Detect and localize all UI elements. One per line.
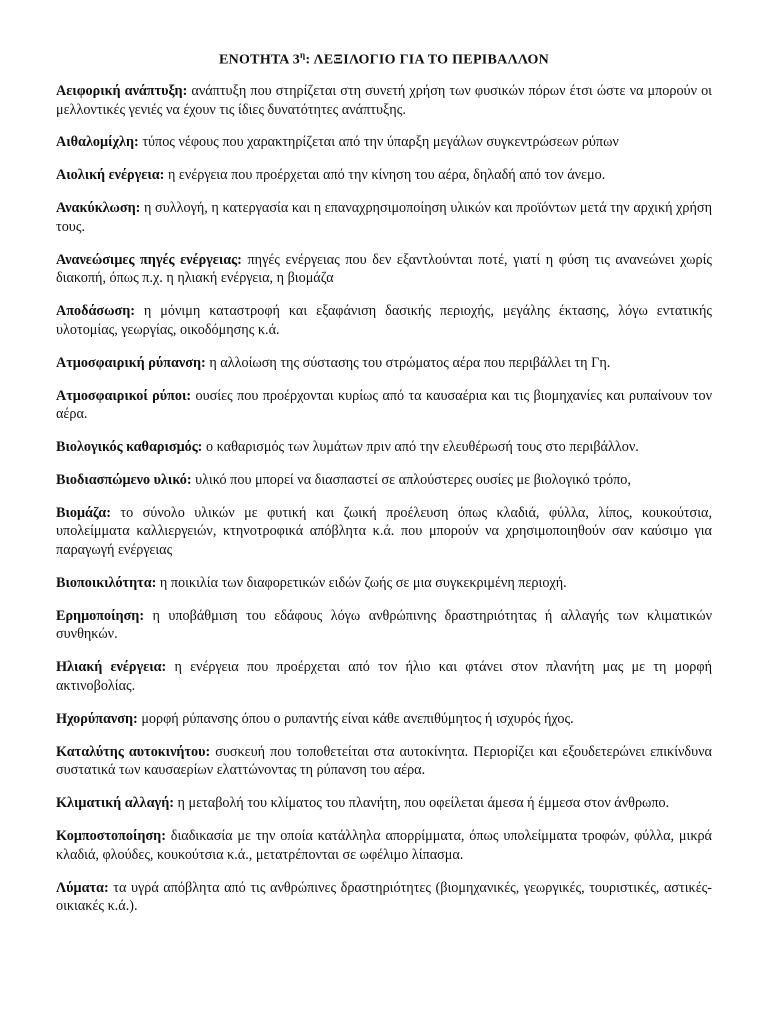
glossary-entry — [56, 251, 712, 288]
glossary-term: Ηχορύπανση: — [56, 710, 138, 727]
glossary-entry — [56, 302, 712, 339]
glossary-entry — [56, 794, 712, 813]
glossary-definition: η ενέργεια που προέρχεται από τον ήλιο και φτάνει στον πλανήτη μας με τη μορφή ακτινοβολίας. — [56, 659, 712, 694]
glossary-definition: πηγές ενέργειας που δεν εξαντλούνται ποτέ, γιατί η φύση τις ανανεώνει χωρίς διακοπή, όπως π.χ. η ηλιακή ενέργεια, η βιομάζα — [56, 251, 713, 287]
glossary-term: Αποδάσωση: — [56, 303, 135, 320]
glossary-entry — [56, 82, 712, 119]
title-superscript: η — [300, 50, 306, 60]
glossary-definition: διαδικασία με την οποία κατάλληλα απορρίμματα, όπως υπολείμματα τροφών, φύλλα, μικρά κλαδιά, φλούδες, κουκούτσια κ.ά., μετατρέπονται σε ωφέλιμο λίπασμα. — [56, 828, 712, 863]
glossary-list — [56, 82, 712, 930]
glossary-entry — [56, 658, 712, 695]
glossary-term: Ερημοποίηση: — [56, 607, 145, 624]
glossary-definition: η ποικιλία των διαφορετικών ειδών ζωής σε μια συγκεκριμένη περιοχή. — [156, 574, 567, 591]
glossary-term: Αιολική ενέργεια: — [56, 167, 165, 184]
glossary-definition: η μόνιμη καταστροφή και εξαφάνιση δασικής περιοχής, μεγάλης έκτασης, λόγω εντατικής υλοτομίας, γεωργίας, οικοδόμησης κ.ά. — [56, 303, 712, 338]
glossary-definition: η ενέργεια που προέρχεται από την κίνηση του αέρα, δηλαδή από τον άνεμο. — [164, 167, 606, 184]
glossary-definition: η υποβάθμιση του εδάφους λόγω ανθρώπινης δραστηριότητας ή αλλαγής των κλιματικών συνθηκών. — [56, 607, 712, 643]
glossary-term: Ατμοσφαιρικοί ρύποι: — [56, 387, 192, 404]
title-prefix: ΕΝΟΤΗΤΑ 3 — [218, 52, 301, 68]
glossary-term: Βιολογικός καθαρισμός: — [56, 439, 203, 456]
glossary-entry — [56, 471, 712, 490]
glossary-term: Αειφορική ανάπτυξη: — [56, 83, 188, 99]
glossary-definition: η μεταβολή του κλίματος του πλανήτη, που οφείλεται άμεσα ή έμμεσα στον άνθρωπο. — [173, 795, 670, 812]
glossary-entry — [56, 827, 712, 864]
glossary-term: Ανανεώσιμες πηγές ενέργειας: — [56, 251, 242, 268]
glossary-entry — [56, 354, 712, 373]
glossary-definition: η αλλοίωση της σύστασης του στρώματος αέρα που περιβάλλει τη Γη. — [205, 354, 611, 371]
glossary-entry — [56, 743, 712, 780]
glossary-term: Βιοδιασπώμενο υλικό: — [56, 471, 192, 488]
page-title — [0, 50, 768, 69]
glossary-term: Ατμοσφαιρική ρύπανση: — [56, 354, 206, 371]
glossary-definition: συσκευή που τοποθετείται στα αυτοκίνητα. Περιορίζει και εξουδετερώνει επικίνδυνα συστατικά των καυσαερίων ελαττώνοντας τη ρύπανση του αέρα. — [56, 743, 712, 779]
glossary-term: Βιοποικιλότητα: — [56, 574, 157, 591]
glossary-definition: τα υγρά απόβλητα από τις ανθρώπινες δραστηριότητες (βιομηχανικές, γεωργικές, τουριστικές, αστικές-οικιακές κ.ά.). — [56, 879, 712, 915]
glossary-entry — [56, 504, 712, 560]
glossary-definition: υλικό που μπορεί να διασπαστεί σε απλούστερες ουσίες με βιολογικό τρόπο, — [191, 471, 631, 488]
glossary-entry — [56, 574, 712, 593]
glossary-entry — [56, 387, 712, 424]
glossary-term: Ανακύκλωση: — [56, 200, 141, 217]
glossary-entry — [56, 879, 712, 916]
glossary-term: Κλιματική αλλαγή: — [56, 795, 174, 812]
glossary-definition: ουσίες που προέρχονται κυρίως από τα καυσαέρια και τις βιομηχανίες και ρυπαίνουν τον αέρα. — [56, 387, 712, 423]
glossary-definition: ανάπτυξη που στηρίζεται στη συνετή χρήση των φυσικών πόρων έτσι ώστε να μπορούν οι μελλοντικές γενιές να έχουν τις ίδιες δυνατότητες ανάπτυξης. — [56, 83, 712, 118]
glossary-entry — [56, 710, 712, 729]
glossary-term: Λύματα: — [56, 879, 109, 896]
glossary-term: Βιομάζα: — [56, 504, 111, 521]
glossary-definition: το σύνολο υλικών με φυτική και ζωική προέλευση όπως κλαδιά, φύλλα, λίπος, κουκούτσια, υπολείμματα καλλιεργειών, κτηνοτροφικά απόβλητα κ.ά. που μπορούν να χρησιμοποιηθούν σαν καύσιμο για παραγωγή ενέργειας — [56, 504, 712, 559]
glossary-term: Κομποστοποίηση: — [56, 828, 166, 845]
glossary-term: Καταλύτης αυτοκινήτου: — [56, 743, 211, 760]
glossary-entry — [56, 133, 712, 152]
title-suffix: : ΛΕΞΙΛΟΓΙΟ ΓΙΑ ΤΟ ΠΕΡΙΒΑΛΛΟΝ — [305, 52, 550, 68]
glossary-entry — [56, 199, 712, 236]
glossary-definition: τύπος νέφους που χαρακτηρίζεται από την ύπαρξη μεγάλων συγκεντρώσεων ρύπων — [138, 134, 619, 151]
glossary-entry — [56, 166, 712, 185]
glossary-entry — [56, 438, 712, 457]
glossary-definition: η συλλογή, η κατεργασία και η επαναχρησιμοποίηση υλικών και προϊόντων μετά την αρχική χρήση τους. — [56, 200, 712, 235]
glossary-definition: ο καθαρισμός των λυμάτων πριν από την ελευθέρωσή τους στο περιβάλλον. — [202, 439, 639, 456]
glossary-definition: μορφή ρύπανσης όπου ο ρυπαντής είναι κάθε ανεπιθύμητος ή ισχυρός ήχος. — [137, 710, 574, 727]
glossary-entry — [56, 607, 712, 644]
glossary-term: Αιθαλομίχλη: — [56, 134, 139, 151]
glossary-term: Ηλιακή ενέργεια: — [56, 659, 167, 676]
